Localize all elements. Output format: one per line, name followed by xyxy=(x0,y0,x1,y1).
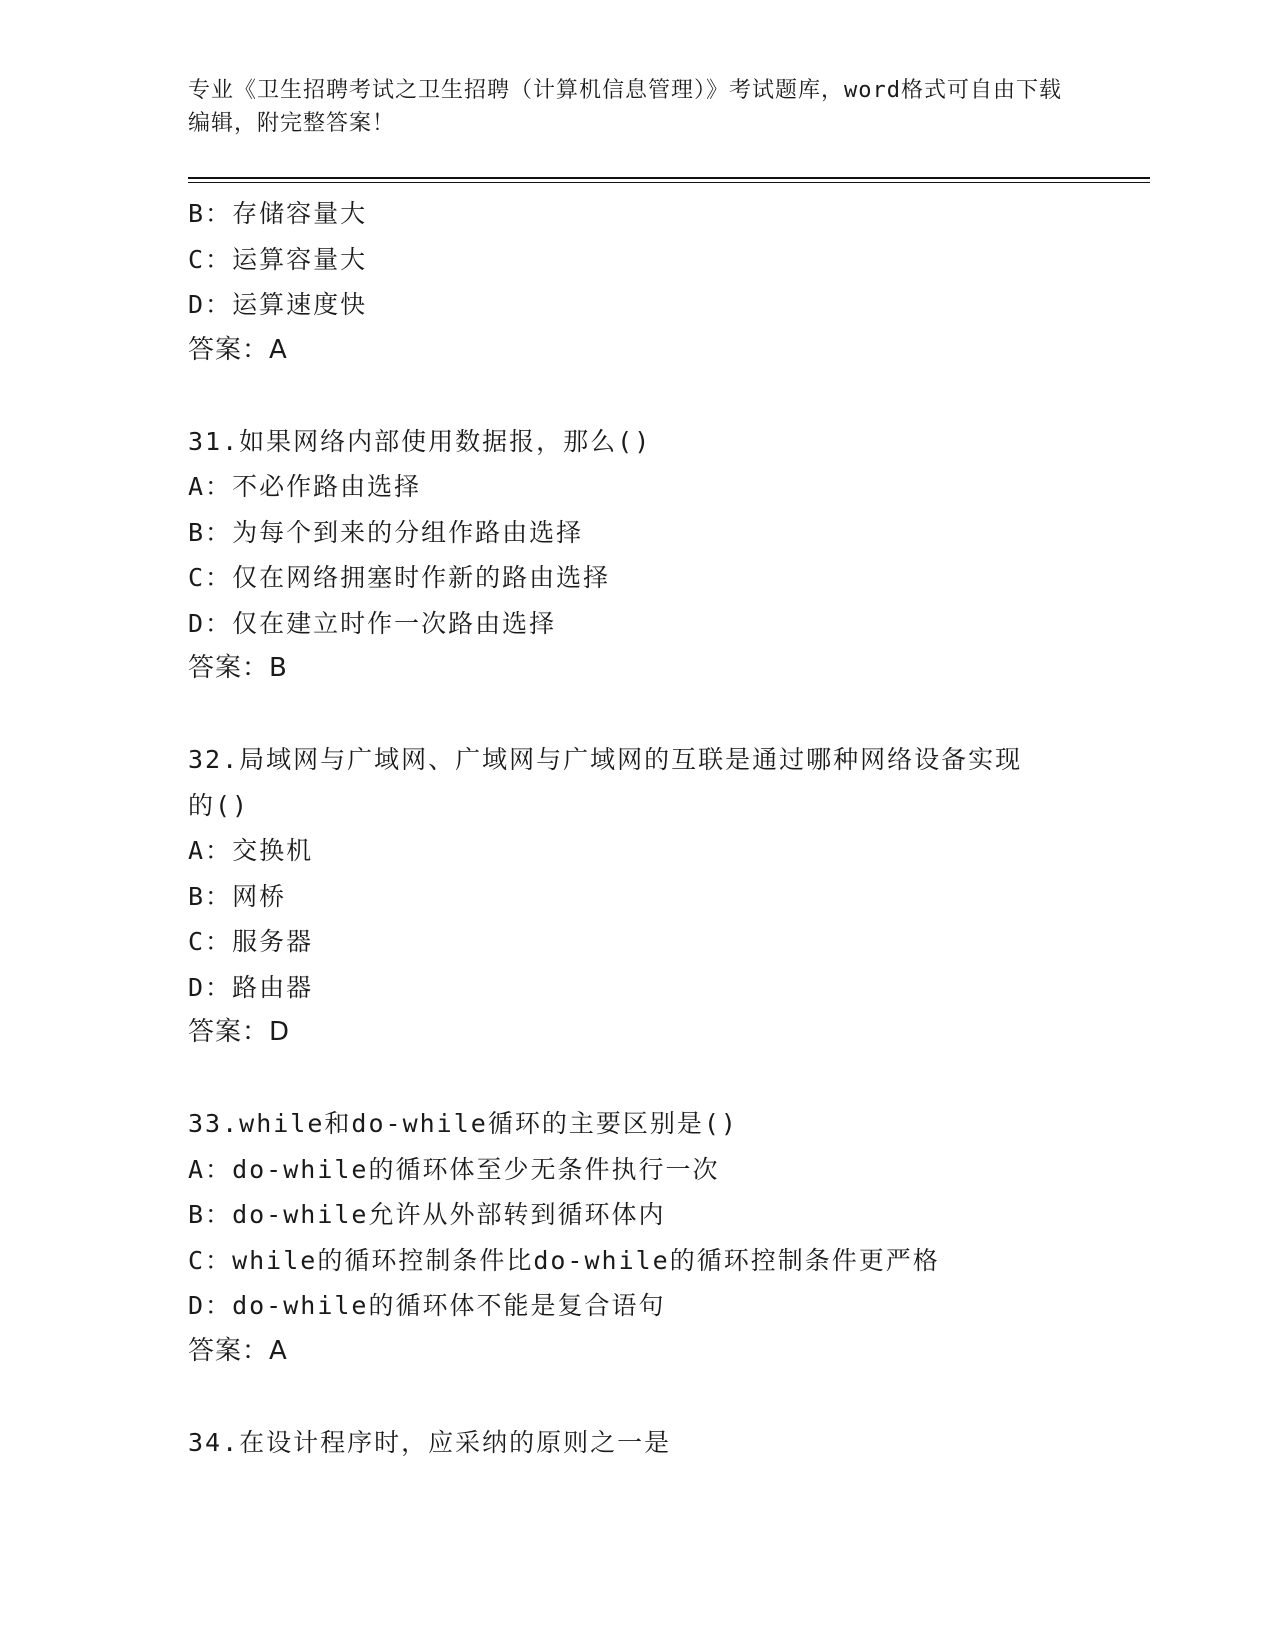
option-b: B：do-while允许从外部转到循环体内 xyxy=(188,1200,666,1229)
document-header: 专业《卫生招聘考试之卫生招聘（计算机信息管理）》考试题库，word格式可自由下载编辑，附完整答案！ xyxy=(188,78,1062,136)
header-divider-thin xyxy=(188,182,1150,183)
document-page xyxy=(188,0,1150,1650)
option-d: D：仅在建立时作一次路由选择 xyxy=(188,608,557,638)
option-b: B：为每个到来的分组作路由选择 xyxy=(188,517,584,547)
option-b: B：存储容量大 xyxy=(188,199,368,228)
option-d: D：do-while的循环体不能是复合语句 xyxy=(188,1291,666,1320)
answer: 答案：A xyxy=(188,1335,288,1366)
option-c: C：仅在网络拥塞时作新的路由选择 xyxy=(188,563,611,592)
question-text: 32.局域网与广域网、广域网与广域网的互联是通过哪种网络设备实现的() xyxy=(188,745,1023,820)
option-a: A：交换机 xyxy=(188,836,314,865)
option-d: D：路由器 xyxy=(188,972,314,1002)
option-c: C：运算容量大 xyxy=(188,244,368,274)
question-34 xyxy=(188,1420,1068,1466)
question-text: 34.在设计程序时，应采纳的原则之一是 xyxy=(188,1427,672,1457)
answer: 答案：D xyxy=(188,1017,291,1047)
option-a: A：不必作路由选择 xyxy=(188,472,422,501)
question-text: 31.如果网络内部使用数据报，那么() xyxy=(188,426,652,456)
question-30-tail xyxy=(188,191,1068,373)
question-31 xyxy=(188,419,1068,692)
question-list xyxy=(188,191,1068,1465)
option-b: B：网桥 xyxy=(188,881,287,911)
option-a: A：do-while的循环体至少无条件执行一次 xyxy=(188,1154,720,1184)
header-divider xyxy=(188,177,1150,179)
question-33 xyxy=(188,1101,1068,1374)
option-c: C：while的循环控制条件比do-while的循环控制条件更严格 xyxy=(188,1245,940,1275)
question-text: 33.while和do-while循环的主要区别是() xyxy=(188,1109,738,1138)
answer: 答案：A xyxy=(188,334,288,365)
answer: 答案：B xyxy=(188,653,288,683)
option-d: D：运算速度快 xyxy=(188,290,368,319)
question-32 xyxy=(188,737,1068,1056)
option-c: C：服务器 xyxy=(188,927,314,956)
